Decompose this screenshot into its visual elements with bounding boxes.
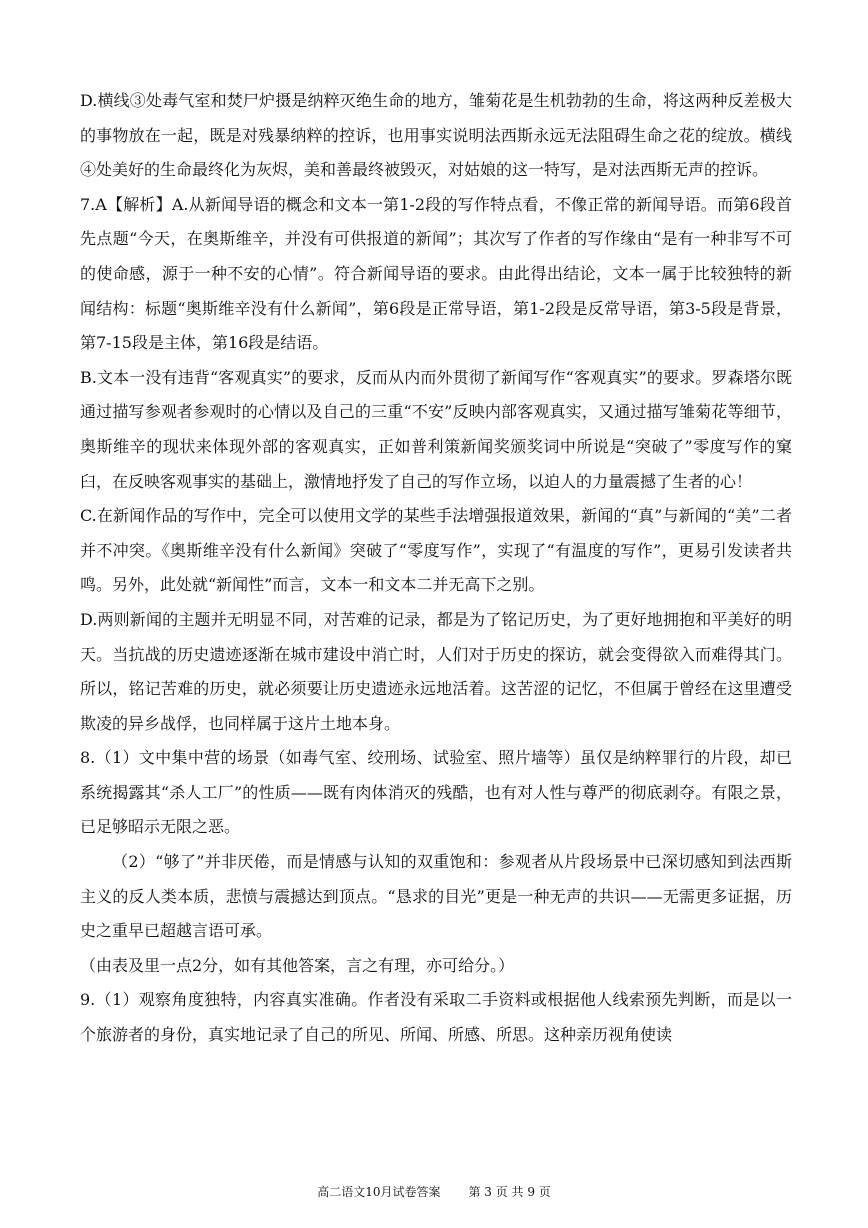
answer-content [80, 84, 792, 1053]
paragraph-7d: D.两则新闻的主题并无明显不同，对苦难的记录，都是为了铭记历史，为了更好地拥抱和平美好的明天。当抗战的历史遗迹逐渐在城市建设中消亡时，人们对于历史的探访，就会变得欲入而难得其门。所以，铭记苦难的历史，就必须要让历史遗迹永远地活着。这苦涩的记忆，不但属于曾经在这里遭受欺凌的异乡战俘，也同样属于这片土地本身。 [80, 609, 792, 733]
page-footer [0, 1184, 868, 1200]
paragraph-6d: D.横线③处毒气室和焚尸炉摄是纳粹灭绝生命的地方，雏菊花是生机勃勃的生命，将这两种反差极大的事物放在一起，既是对残暴纳粹的控诉，也用事实说明法西斯永远无法阻碍生命之花的绽放。横线④处美好的生命最终化为灰烬，美和善最终被毁灭，对姑娘的这一特写，是对法西斯无声的控诉。 [80, 91, 792, 180]
paragraph-7b: B.文本一没有违背“客观真实”的要求，反而从内而外贯彻了新闻写作“客观真实”的要求。罗森塔尔既通过描写参观者参观时的心情以及自己的三重“不安”反映内部客观真实，又通过描写雏菊花等细节，奥斯维辛的现状来体现外部的客观真实，正如普利策新闻奖颁奖词中所说是“突破了”零度写作的窠臼，在反映客观事实的基础上，激情地抒发了自己的写作立场，以迫人的力量震撼了生者的心！ [80, 367, 792, 491]
footer-title: 高二语文10月试卷答案 [317, 1185, 441, 1199]
paragraph-8-note: （由表及里一点2分，如有其他答案，言之有理，亦可给分。） [80, 955, 515, 975]
paragraph-9-1: 9.（1）观察角度独特，内容真实准确。作者没有采取二手资料或根据他人线索预先判断，而是以一个旅游者的身份，真实地记录了自己的所见、所闻、所感、所思。这种亲历视角使读 [80, 990, 792, 1045]
paragraph-8-1: 8.（1）文中集中营的场景（如毒气室、绞刑场、试验室、照片墙等）虽仅是纳粹罪行的片段，却已系统揭露其“杀人工厂”的性质——既有肉体消灭的残酷，也有对人性与尊严的彻底剥夺。有限之景，已足够昭示无限之恶。 [80, 748, 792, 837]
paragraph-8-2: （2）“够了”并非厌倦，而是情感与认知的双重饱和：参观者从片段场景中已深切感知到法西斯主义的反人类本质，悲愤与震撼达到顶点。“恳求的目光”更是一种无声的共识——无需更多证据，历史之重早已超越言语可承。 [80, 852, 792, 941]
paragraph-7c: C.在新闻作品的写作中，完全可以使用文学的某些手法增强报道效果，新闻的“真”与新闻的“美”二者并不冲突。《奥斯维辛没有什么新闻》突破了“零度写作”，实现了“有温度的写作”，更易引发读者共鸣。另外，此处就“新闻性”而言，文本一和文本二并无高下之别。 [80, 506, 792, 595]
footer-page-number: 第 3 页 共 9 页 [468, 1185, 551, 1199]
paragraph-7a: 7.A【解析】A.从新闻导语的概念和文本一第1-2段的写作特点看，不像正常的新闻导语。而第6段首先点题“今天，在奥斯维辛，并没有可供报道的新闻”；其次写了作者的写作缘由“是有一种非写不可的使命感，源于一种不安的心情”。符合新闻导语的要求。由此得出结论，文本一属于比较独特的新闻结构：标题“奥斯维辛没有什么新闻”，第6段是正常导语，第1-2段是反常导语，第3-5段是背景，第7-15段是主体，第16段是结语。 [80, 194, 792, 353]
